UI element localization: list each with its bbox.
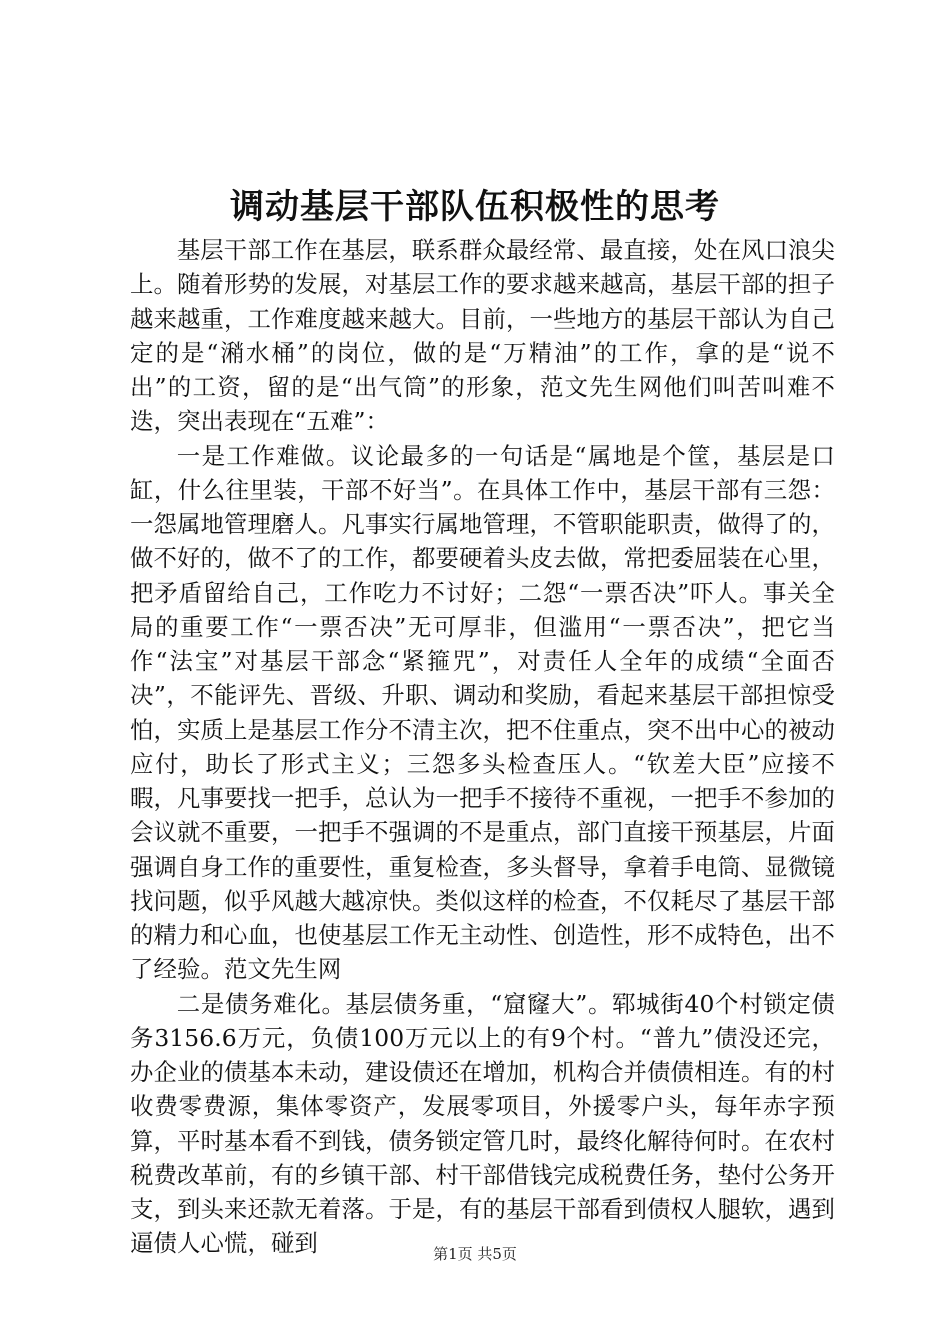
page-number-footer: 第1页 共5页 <box>433 1245 517 1263</box>
paragraph-debt-difficulty: 二是债务难化。基层债务重，“窟窿大”。郓城街40个村锁定债务3156.6万元，负债100万元以上的有9个村。“普九”债没还完，办企业的债基本未动，建设债还在增加，机构合并债债相连。有的村收费零费源，集体零资产，发展零项目，外援零户头，每年赤字预算，平时基本看不到钱，债务锁定管几时，最终化解待何时。在农村税费改革前，有的乡镇干部、村干部借钱完成税费任务，垫付公务开支，到头来还款无着落。于是，有的基层干部看到债权人腿软，遇到逼债人心慌，碰到 <box>130 989 835 1258</box>
document-body <box>130 233 835 1261</box>
document-title: 调动基层干部队伍积极性的思考 <box>230 187 720 227</box>
paragraph-work-difficulty: 一是工作难做。议论最多的一句话是“属地是个筐，基层是口缸，什么往里装，干部不好当”。在具体工作中，基层干部有三怨：一怨属地管理磨人。凡事实行属地管理，不管职能职责，做得了的，做不好的，做不了的工作，都要硬着头皮去做，常把委屈装在心里，把矛盾留给自己，工作吃力不讨好；二怨“一票否决”吓人。事关全局的重要工作“一票否决”无可厚非，但滥用“一票否决”，把它当作“法宝”对基层干部念“紧箍咒”，对责任人全年的成绩“全面否决”，不能评先、晋级、升职、调动和奖励，看起来基层干部担惊受怕，实质上是基层工作分不清主次，把不住重点，突不出中心的被动应付，助长了形式主义；三怨多头检查压人。“钦差大臣”应接不暇，凡事要找一把手，总认为一把手不接待不重视，一把手不参加的会议就不重要，一把手不强调的不是重点，部门直接干预基层，片面强调自身工作的重要性，重复检查，多头督导，拿着手电筒、显微镜找问题，似乎风越大越凉快。类似这样的检查，不仅耗尽了基层干部的精力和心血，也使基层工作无主动性、创造性，形不成特色，出不了经验。范文先生网 <box>130 441 835 984</box>
paragraph-intro: 基层干部工作在基层，联系群众最经常、最直接，处在风口浪尖上。随着形势的发展，对基层工作的要求越来越高，基层干部的担子越来越重，工作难度越来越大。目前，一些地方的基层干部认为自己定的是“潲水桶”的岗位，做的是“万精油”的工作，拿的是“说不出”的工资，留的是“出气筒”的形象，范文先生网他们叫苦叫难不迭，突出表现在“五难”： <box>130 236 835 436</box>
